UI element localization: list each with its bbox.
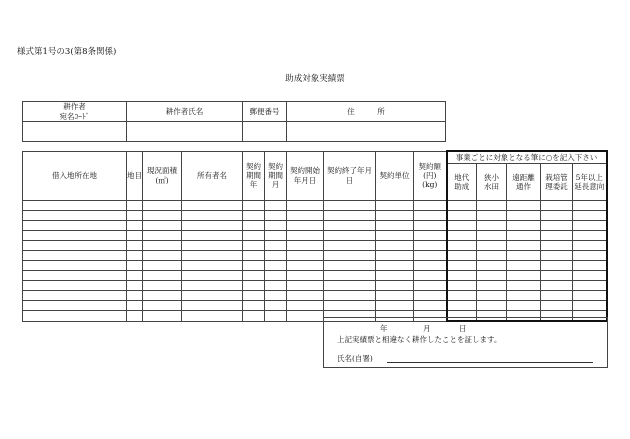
table-cell[interactable] bbox=[143, 221, 182, 231]
table-cell[interactable] bbox=[376, 211, 414, 221]
cert-statement: 上記実績票と相違なく耕作したことを証します。 bbox=[337, 335, 502, 344]
extension-intent-header: 5年以上 延長意向 bbox=[573, 164, 607, 201]
table-cell[interactable] bbox=[265, 271, 287, 281]
table-cell[interactable] bbox=[376, 291, 414, 301]
table-cell[interactable] bbox=[182, 251, 243, 261]
table-cell[interactable] bbox=[287, 221, 324, 231]
location-header: 借入地所在地 bbox=[23, 151, 127, 201]
table-cell[interactable] bbox=[447, 221, 477, 231]
land-record-table bbox=[22, 150, 608, 322]
table-cell[interactable] bbox=[23, 301, 127, 311]
table-row bbox=[23, 291, 607, 301]
table-cell[interactable] bbox=[324, 201, 376, 211]
table-cell[interactable] bbox=[127, 261, 143, 271]
table-cell[interactable] bbox=[23, 211, 127, 221]
table-cell[interactable] bbox=[477, 231, 507, 241]
table-cell[interactable] bbox=[541, 251, 573, 261]
table-cell[interactable] bbox=[573, 231, 607, 241]
table-cell[interactable] bbox=[414, 261, 447, 271]
table-cell[interactable] bbox=[447, 261, 477, 271]
table-cell[interactable] bbox=[573, 201, 607, 211]
table-cell[interactable] bbox=[447, 211, 477, 221]
table-cell[interactable] bbox=[287, 311, 324, 322]
table-cell[interactable] bbox=[127, 221, 143, 231]
table-cell[interactable] bbox=[414, 251, 447, 261]
table-cell[interactable] bbox=[23, 291, 127, 301]
table-cell[interactable] bbox=[376, 271, 414, 281]
table-cell[interactable] bbox=[477, 291, 507, 301]
table-cell[interactable] bbox=[182, 201, 243, 211]
table-cell[interactable] bbox=[243, 291, 265, 301]
table-cell[interactable] bbox=[182, 241, 243, 251]
table-cell[interactable] bbox=[573, 301, 607, 311]
table-cell[interactable] bbox=[447, 251, 477, 261]
table-cell[interactable] bbox=[243, 241, 265, 251]
table-cell[interactable] bbox=[287, 281, 324, 291]
table-cell[interactable] bbox=[143, 291, 182, 301]
table-row bbox=[23, 211, 607, 221]
table-cell[interactable] bbox=[573, 251, 607, 261]
table-cell[interactable] bbox=[447, 291, 477, 301]
table-cell[interactable] bbox=[182, 281, 243, 291]
table-cell[interactable] bbox=[287, 211, 324, 221]
certification-box bbox=[323, 317, 608, 368]
table-cell[interactable] bbox=[143, 261, 182, 271]
table-cell[interactable] bbox=[541, 261, 573, 271]
table-cell[interactable] bbox=[265, 311, 287, 322]
table-cell[interactable] bbox=[507, 231, 541, 241]
table-cell[interactable] bbox=[324, 281, 376, 291]
table-cell[interactable] bbox=[23, 311, 127, 322]
farmer-info-table bbox=[22, 101, 446, 142]
table-cell[interactable] bbox=[507, 221, 541, 231]
small-paddy-header: 狭小 水田 bbox=[477, 164, 507, 201]
table-cell[interactable] bbox=[127, 201, 143, 211]
table-cell[interactable] bbox=[414, 201, 447, 211]
table-cell[interactable] bbox=[182, 311, 243, 322]
table-cell[interactable] bbox=[541, 281, 573, 291]
table-cell[interactable] bbox=[127, 231, 143, 241]
table-cell[interactable] bbox=[143, 311, 182, 322]
table-cell[interactable] bbox=[23, 231, 127, 241]
table-cell[interactable] bbox=[507, 211, 541, 221]
table-cell[interactable] bbox=[507, 281, 541, 291]
table-cell[interactable] bbox=[477, 241, 507, 251]
table-cell[interactable] bbox=[376, 281, 414, 291]
contract-end-header: 契約終了年月日 bbox=[324, 151, 376, 201]
table-cell[interactable] bbox=[573, 221, 607, 231]
table-cell[interactable] bbox=[287, 271, 324, 281]
table-cell[interactable] bbox=[143, 201, 182, 211]
table-cell[interactable] bbox=[376, 301, 414, 311]
table-cell[interactable] bbox=[414, 211, 447, 221]
table-cell[interactable] bbox=[182, 261, 243, 271]
table-cell[interactable] bbox=[573, 261, 607, 271]
table-cell[interactable] bbox=[541, 201, 573, 211]
table-cell[interactable] bbox=[573, 291, 607, 301]
table-cell[interactable] bbox=[447, 281, 477, 291]
table-cell[interactable] bbox=[541, 301, 573, 311]
table-cell[interactable] bbox=[414, 271, 447, 281]
table-cell[interactable] bbox=[265, 211, 287, 221]
table-cell[interactable] bbox=[23, 201, 127, 211]
table-cell[interactable] bbox=[507, 291, 541, 301]
table-cell[interactable] bbox=[243, 221, 265, 231]
cultivation-entrust-header: 栽培管 理委託 bbox=[541, 164, 573, 201]
table-cell[interactable] bbox=[265, 201, 287, 211]
table-cell[interactable] bbox=[127, 301, 143, 311]
table-row bbox=[23, 251, 607, 261]
table-cell[interactable] bbox=[507, 251, 541, 261]
farmer-code-field[interactable] bbox=[23, 122, 127, 142]
table-cell[interactable] bbox=[182, 231, 243, 241]
table-cell[interactable] bbox=[243, 261, 265, 271]
table-cell[interactable] bbox=[127, 211, 143, 221]
table-row bbox=[23, 261, 607, 271]
table-cell[interactable] bbox=[507, 271, 541, 281]
table-cell[interactable] bbox=[243, 281, 265, 291]
address-field[interactable] bbox=[287, 122, 446, 142]
table-cell[interactable] bbox=[541, 231, 573, 241]
table-cell[interactable] bbox=[243, 231, 265, 241]
table-cell[interactable] bbox=[23, 281, 127, 291]
table-cell[interactable] bbox=[477, 261, 507, 271]
table-cell[interactable] bbox=[243, 271, 265, 281]
table-cell[interactable] bbox=[182, 211, 243, 221]
table-cell[interactable] bbox=[265, 261, 287, 271]
table-cell[interactable] bbox=[541, 241, 573, 251]
table-cell[interactable] bbox=[287, 301, 324, 311]
area-header: 現況面積 (㎡) bbox=[143, 151, 182, 201]
table-cell[interactable] bbox=[414, 231, 447, 241]
table-cell[interactable] bbox=[143, 251, 182, 261]
table-cell[interactable] bbox=[182, 221, 243, 231]
table-cell[interactable] bbox=[243, 201, 265, 211]
table-cell[interactable] bbox=[324, 301, 376, 311]
farmer-name-header: 耕作者氏名 bbox=[127, 102, 243, 122]
table-cell[interactable] bbox=[477, 301, 507, 311]
table-cell[interactable] bbox=[447, 241, 477, 251]
table-cell[interactable] bbox=[243, 251, 265, 261]
table-cell[interactable] bbox=[287, 261, 324, 271]
table-cell[interactable] bbox=[23, 221, 127, 231]
table-cell[interactable] bbox=[324, 271, 376, 281]
table-cell[interactable] bbox=[507, 301, 541, 311]
contract-years-header: 契約期間年 bbox=[243, 151, 265, 201]
table-row bbox=[23, 271, 607, 281]
table-cell[interactable] bbox=[265, 301, 287, 311]
table-row bbox=[23, 301, 607, 311]
rent-subsidy-header: 地代 助成 bbox=[447, 164, 477, 201]
table-cell[interactable] bbox=[507, 241, 541, 251]
table-cell[interactable] bbox=[414, 301, 447, 311]
table-cell[interactable] bbox=[477, 251, 507, 261]
table-row bbox=[23, 241, 607, 251]
table-cell[interactable] bbox=[414, 281, 447, 291]
table-cell[interactable] bbox=[414, 221, 447, 231]
table-cell[interactable] bbox=[23, 261, 127, 271]
table-cell[interactable] bbox=[287, 251, 324, 261]
table-cell[interactable] bbox=[243, 301, 265, 311]
table-cell[interactable] bbox=[324, 241, 376, 251]
table-cell[interactable] bbox=[23, 241, 127, 251]
address-header: 住 所 bbox=[287, 102, 446, 122]
table-cell[interactable] bbox=[287, 231, 324, 241]
table-cell[interactable] bbox=[182, 301, 243, 311]
table-cell[interactable] bbox=[143, 301, 182, 311]
table-cell[interactable] bbox=[182, 271, 243, 281]
table-cell[interactable] bbox=[376, 221, 414, 231]
table-cell[interactable] bbox=[182, 291, 243, 301]
table-cell[interactable] bbox=[573, 211, 607, 221]
table-cell[interactable] bbox=[143, 281, 182, 291]
table-cell[interactable] bbox=[541, 271, 573, 281]
table-cell[interactable] bbox=[324, 251, 376, 261]
table-cell[interactable] bbox=[265, 251, 287, 261]
table-cell[interactable] bbox=[376, 231, 414, 241]
table-cell[interactable] bbox=[573, 271, 607, 281]
table-cell[interactable] bbox=[447, 271, 477, 281]
table-cell[interactable] bbox=[507, 201, 541, 211]
table-cell[interactable] bbox=[127, 251, 143, 261]
table-cell[interactable] bbox=[265, 221, 287, 231]
table-cell[interactable] bbox=[376, 241, 414, 251]
owner-header: 所有者名 bbox=[182, 151, 243, 201]
table-cell[interactable] bbox=[541, 211, 573, 221]
table-cell[interactable] bbox=[573, 241, 607, 251]
table-cell[interactable] bbox=[573, 281, 607, 291]
table-row bbox=[23, 231, 607, 241]
table-cell[interactable] bbox=[127, 311, 143, 322]
table-cell[interactable] bbox=[324, 211, 376, 221]
postal-code-header: 郵便番号 bbox=[243, 102, 287, 122]
table-cell[interactable] bbox=[143, 211, 182, 221]
table-cell[interactable] bbox=[265, 231, 287, 241]
table-cell[interactable] bbox=[243, 311, 265, 322]
table-cell[interactable] bbox=[143, 231, 182, 241]
table-cell[interactable] bbox=[447, 201, 477, 211]
table-cell[interactable] bbox=[23, 271, 127, 281]
farmer-name-field[interactable] bbox=[127, 122, 243, 142]
table-cell[interactable] bbox=[447, 231, 477, 241]
table-cell[interactable] bbox=[265, 291, 287, 301]
table-row bbox=[23, 221, 607, 231]
postal-code-field[interactable] bbox=[243, 122, 287, 142]
program-group-header: 事業ごとに対象となる筆に○を記入下さい bbox=[447, 151, 607, 164]
table-cell[interactable] bbox=[324, 231, 376, 241]
table-cell[interactable] bbox=[287, 291, 324, 301]
table-cell[interactable] bbox=[324, 291, 376, 301]
cert-day-label: 日 bbox=[459, 324, 467, 333]
table-cell[interactable] bbox=[127, 241, 143, 251]
table-cell[interactable] bbox=[376, 251, 414, 261]
table-cell[interactable] bbox=[477, 281, 507, 291]
table-cell[interactable] bbox=[127, 281, 143, 291]
table-cell[interactable] bbox=[541, 291, 573, 301]
contract-months-header: 契約期間月 bbox=[265, 151, 287, 201]
table-cell[interactable] bbox=[127, 271, 143, 281]
table-cell[interactable] bbox=[541, 221, 573, 231]
page-title: 助成対象実績票 bbox=[285, 74, 345, 84]
table-cell[interactable] bbox=[477, 201, 507, 211]
table-cell[interactable] bbox=[243, 211, 265, 221]
table-cell[interactable] bbox=[507, 261, 541, 271]
table-row bbox=[23, 201, 607, 211]
table-cell[interactable] bbox=[324, 261, 376, 271]
table-cell[interactable] bbox=[414, 241, 447, 251]
form-number: 様式第1号の3(第8条関係) bbox=[17, 47, 117, 57]
table-cell[interactable] bbox=[376, 261, 414, 271]
signature-label: 氏名(自署) bbox=[337, 354, 373, 363]
table-cell[interactable] bbox=[287, 201, 324, 211]
table-cell[interactable] bbox=[127, 291, 143, 301]
table-cell[interactable] bbox=[265, 281, 287, 291]
signature-line[interactable] bbox=[387, 362, 593, 363]
farmer-code-header: 耕作者 宛名ｺｰﾄﾞ bbox=[23, 102, 127, 122]
table-cell[interactable] bbox=[143, 271, 182, 281]
land-category-header: 地目 bbox=[127, 151, 143, 201]
long-distance-header: 遠距離 通作 bbox=[507, 164, 541, 201]
table-cell[interactable] bbox=[477, 211, 507, 221]
table-cell[interactable] bbox=[265, 241, 287, 251]
table-cell[interactable] bbox=[143, 241, 182, 251]
table-cell[interactable] bbox=[477, 271, 507, 281]
table-cell[interactable] bbox=[477, 221, 507, 231]
cert-year-label: 年 bbox=[380, 324, 388, 333]
contract-start-header: 契約開始年月日 bbox=[287, 151, 324, 201]
contract-unit-header: 契約単位 bbox=[376, 151, 414, 201]
table-row bbox=[23, 281, 607, 291]
contract-amount-header: 契約額 (円) (kg) bbox=[414, 151, 447, 201]
table-cell[interactable] bbox=[324, 221, 376, 231]
table-cell[interactable] bbox=[23, 251, 127, 261]
table-cell[interactable] bbox=[447, 301, 477, 311]
table-cell[interactable] bbox=[376, 201, 414, 211]
table-cell[interactable] bbox=[287, 241, 324, 251]
cert-month-label: 月 bbox=[423, 324, 431, 333]
table-cell[interactable] bbox=[414, 291, 447, 301]
